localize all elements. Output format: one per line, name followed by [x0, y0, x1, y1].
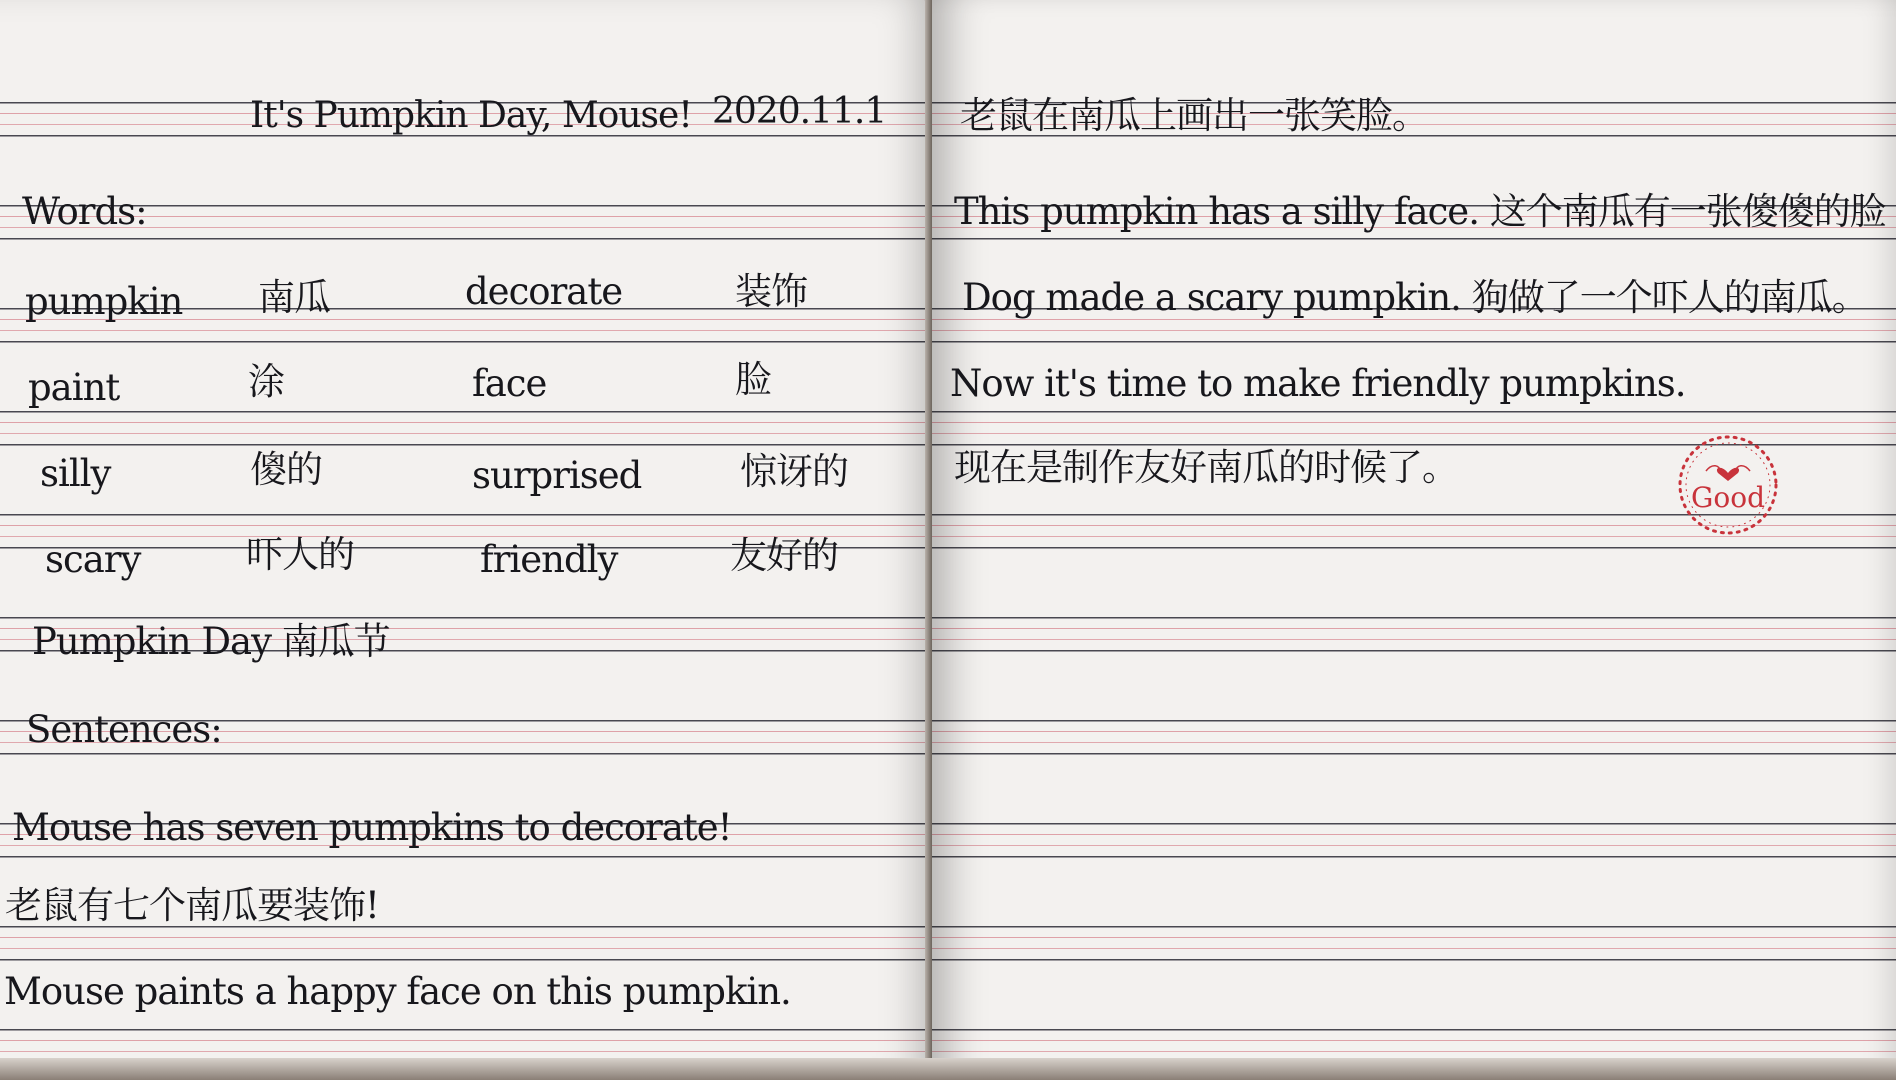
- stamp-text: Good: [1690, 481, 1765, 514]
- vocab-english: scary: [45, 538, 141, 581]
- vocab-english: decorate: [465, 270, 623, 313]
- sentence: 老鼠有七个南瓜要装饰!: [5, 884, 379, 927]
- sentence: Mouse has seven pumpkins to decorate!: [12, 806, 732, 849]
- vocab-english: face: [472, 362, 547, 405]
- sentence: Now it's time to make friendly pumpkins.: [950, 362, 1686, 405]
- vocab-chinese: 友好的: [730, 534, 838, 577]
- vocab-chinese: 惊讶的: [740, 450, 848, 493]
- sentence: Dog made a scary pumpkin. 狗做了一个吓人的南瓜。: [962, 276, 1868, 319]
- vocab-english: pumpkin: [25, 280, 183, 323]
- vocab-chinese: 涂: [248, 360, 284, 403]
- vocab-chinese: 吓人的: [246, 533, 354, 576]
- sentence: 现在是制作友好南瓜的时候了。: [954, 446, 1458, 489]
- vocab-english: surprised: [472, 454, 642, 497]
- sentence: This pumpkin has a silly face. 这个南瓜有一张傻傻的脸: [954, 190, 1886, 233]
- vocab-chinese: 南瓜: [258, 276, 330, 319]
- vocab-chinese: 傻的: [250, 448, 322, 491]
- right-page: [932, 0, 1896, 1080]
- vocab-chinese: 脸: [735, 358, 771, 401]
- entry-date: 2020.11.1: [712, 91, 887, 132]
- vocab-english: friendly: [480, 538, 618, 581]
- sentence: 老鼠在南瓜上画出一张笑脸。: [960, 94, 1428, 137]
- page-bottom-edge: [0, 1058, 1896, 1080]
- page-title: It's Pumpkin Day, Mouse!: [250, 95, 692, 136]
- vocab-english: silly: [40, 452, 111, 495]
- phrase: Pumpkin Day 南瓜节: [32, 620, 390, 663]
- words-heading: Words:: [22, 190, 147, 233]
- sentences-heading: Sentences:: [26, 708, 222, 751]
- heart-icon: [1706, 466, 1750, 481]
- vocab-english: paint: [28, 366, 120, 409]
- good-stamp: [1676, 433, 1780, 537]
- left-page: [0, 0, 930, 1080]
- sentence: Mouse paints a happy face on this pumpkin.: [4, 970, 791, 1013]
- vocab-chinese: 装饰: [735, 270, 807, 313]
